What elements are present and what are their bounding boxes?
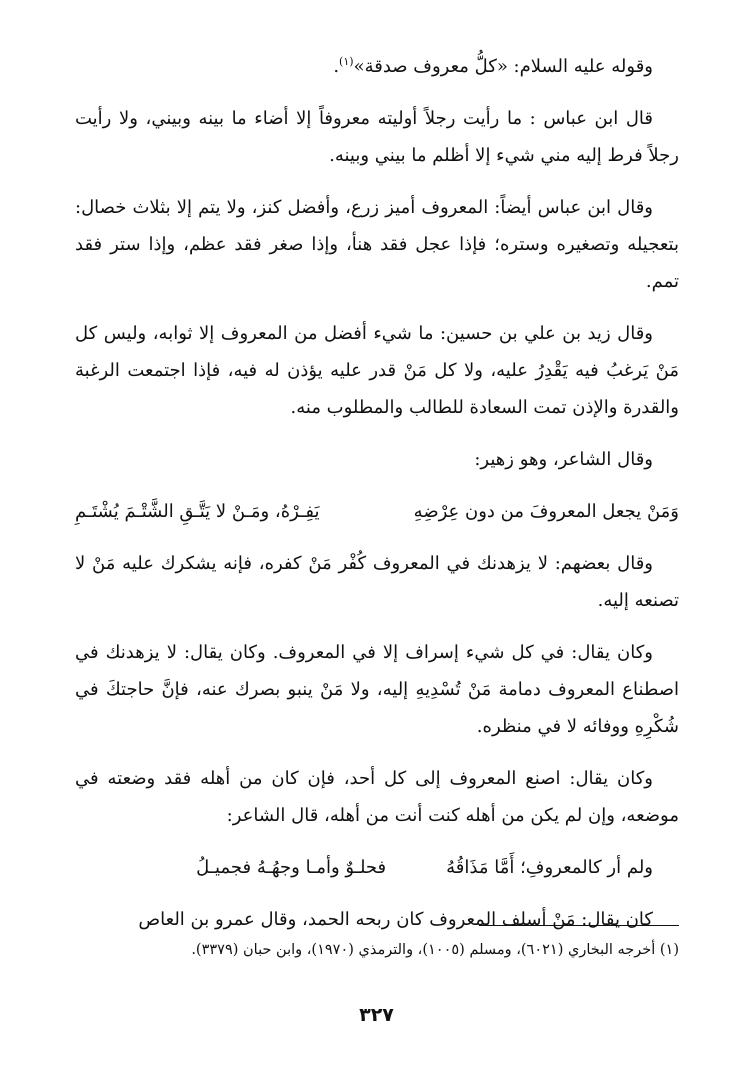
footnote: (١) أخرجه البخاري (٦٠٢١)، ومسلم (١٠٠٥)، والترمذي (١٩٧٠)، وابن حبان (٣٣٧٩). bbox=[191, 942, 679, 958]
paragraph-do-good: وكان يقال: اصنع المعروف إلى كل أحد، فإن كان من أهله فقد وضعته في موضعه، وإن لم يكن من أهله كنت أنت من أهله، قال الشاعر: bbox=[75, 768, 679, 826]
verse-zuhayr bbox=[75, 493, 679, 530]
paragraph-text: وقوله عليه السلام: «كلُّ معروف صدقة» bbox=[353, 56, 653, 77]
verse-second-hemistich: يَفِـرْهُ، ومَـنْ لا يَتَّـقِ الشَّتْـمَ يُشْتَـمِ bbox=[75, 501, 320, 522]
main-text bbox=[75, 48, 679, 953]
page-number: ٣٢٧ bbox=[359, 1004, 394, 1026]
paragraph-ibn-abbas: قال ابن عباس : ما رأيت رجلاً أوليته معروفاً إلا أضاء ما بينه وبيني، ولا رأيت رجلاً فرط إليه مني شيء إلا أظلم ما بيني وبينه. bbox=[75, 108, 679, 166]
verse-first-hemistich: وَمَنْ يجعل المعروفَ من دون عِرْضِهِ bbox=[413, 501, 679, 522]
paragraph-amr: كان يقال: مَنْ أسلف المعروف كان ربحه الحمد، وقال عمرو بن العاص bbox=[138, 909, 653, 930]
paragraph-tail: . bbox=[333, 56, 340, 77]
verse-second-hemistich: فحلـوٌ وأمـا وجهُـهُ فجميـلُ bbox=[196, 857, 387, 878]
verse-poet bbox=[75, 849, 679, 886]
paragraph-some-said: وقال بعضهم: لا يزهدنك في المعروف كُفْر مَنْ كفره، فإنه يشكرك عليه مَنْ لا تصنعه إليه. bbox=[75, 553, 679, 611]
verse-first-hemistich: ولم أر كالمعروفِ؛ أَمَّا مَذَاقُهُ bbox=[446, 857, 653, 878]
paragraph-poet-intro: وقال الشاعر، وهو زهير: bbox=[474, 449, 653, 470]
paragraph-hadith bbox=[75, 48, 679, 85]
footnote-marker: (١) bbox=[339, 55, 354, 68]
paragraph-it-was-said: وكان يقال: في كل شيء إسراف إلا في المعروف. وكان يقال: لا يزهدنك في اصطناع المعروف دمامة مَنْ تُسْدِيهِ إليه، ولا مَنْ ينبو بصرك عنه، فإنَّ حاجتكَ في شُكْرِهِ ووفائه لا في منظره. bbox=[75, 642, 679, 737]
paragraph-ibn-abbas-2: وقال ابن عباس أيضاً: المعروف أميز زرع، وأفضل كنز، ولا يتم إلا بثلاث خصال: بتعجيله وتصغيره وستره؛ فإذا عجل فقد هنأ، وإذا صغر فقد عظم، وإذا ستر فقد تمم. bbox=[75, 197, 679, 292]
footnote-divider bbox=[479, 925, 679, 926]
paragraph-zayd: وقال زيد بن علي بن حسين: ما شيء أفضل من المعروف إلا ثوابه، وليس كل مَنْ يَرغبُ فيه يَقْدِرُ عليه، ولا كل مَنْ قدر عليه يؤذن له فيه، فإذا اجتمعت الرغبة والقدرة والإذن تمت السعادة للطالب والمطلوب منه. bbox=[75, 323, 679, 418]
